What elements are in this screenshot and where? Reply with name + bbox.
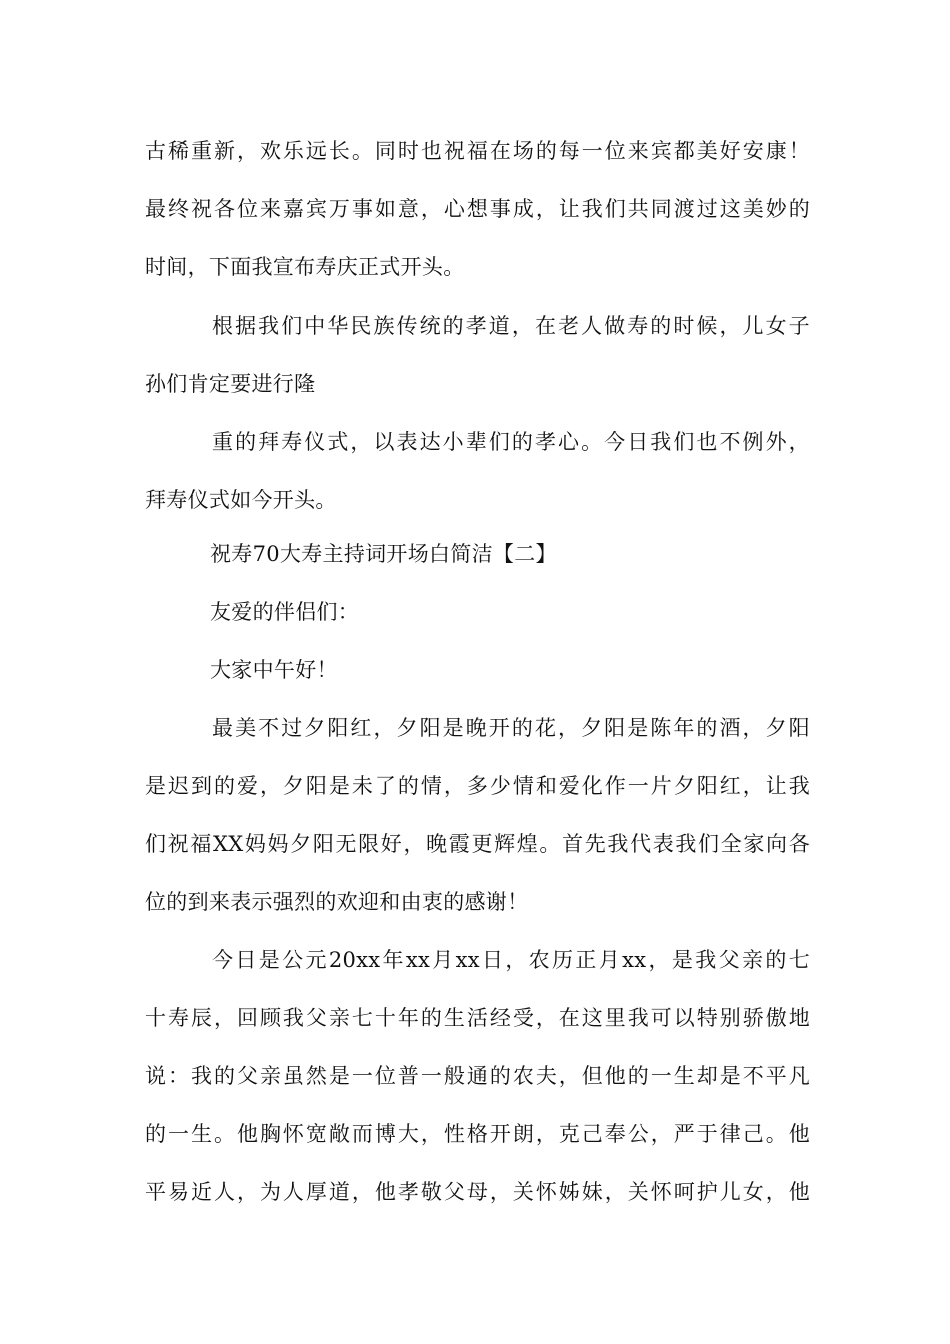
section-heading: 祝寿70大寿主持词开场白简洁【二】 xyxy=(210,542,557,566)
text-line-4: 根据我们中华民族传统的孝道，在老人做寿的时候，儿女子 xyxy=(212,314,810,338)
text-line-2: 最终祝各位来嘉宾万事如意，心想事成，让我们共同渡过这美妙的 xyxy=(145,197,810,221)
text-line-14: 位的到来表示强烈的欢迎和由衷的感谢！ xyxy=(145,890,529,914)
text-line-3: 时间，下面我宣布寿庆正式开头。 xyxy=(145,255,465,279)
text-line-7: 拜寿仪式如今开头。 xyxy=(145,488,337,512)
text-line-12: 是迟到的爱，夕阳是未了的情，多少情和爱化作一片夕阳红，让我 xyxy=(145,774,810,798)
text-line-1: 古稀重新，欢乐远长。同时也祝福在场的每一位来宾都美好安康！ xyxy=(145,139,810,163)
text-line-13: 们祝福XX妈妈夕阳无限好，晚霞更辉煌。首先我代表我们全家向各 xyxy=(145,832,810,856)
text-line-19: 平易近人，为人厚道，他孝敬父母，关怀姊妹，关怀呵护儿女，他 xyxy=(145,1180,810,1204)
text-line-18: 的一生。他胸怀宽敞而博大，性格开朗，克己奉公，严于律己。他 xyxy=(145,1122,810,1146)
text-line-6: 重的拜寿仪式，以表达小辈们的孝心。今日我们也不例外， xyxy=(212,430,810,454)
salutation-line: 大家中午好！ xyxy=(210,658,338,682)
greeting-line: 友爱的伴侣们： xyxy=(210,600,360,624)
text-line-5: 孙们肯定要进行隆 xyxy=(145,372,316,396)
text-line-15: 今日是公元20xx年xx月xx日，农历正月xx，是我父亲的七 xyxy=(212,948,810,972)
text-line-16: 十寿辰，回顾我父亲七十年的生活经受，在这里我可以特别骄傲地 xyxy=(145,1006,810,1030)
text-line-17: 说：我的父亲虽然是一位普一般通的农夫，但他的一生却是不平凡 xyxy=(145,1064,810,1088)
text-line-11: 最美不过夕阳红，夕阳是晚开的花，夕阳是陈年的酒，夕阳 xyxy=(212,716,810,740)
